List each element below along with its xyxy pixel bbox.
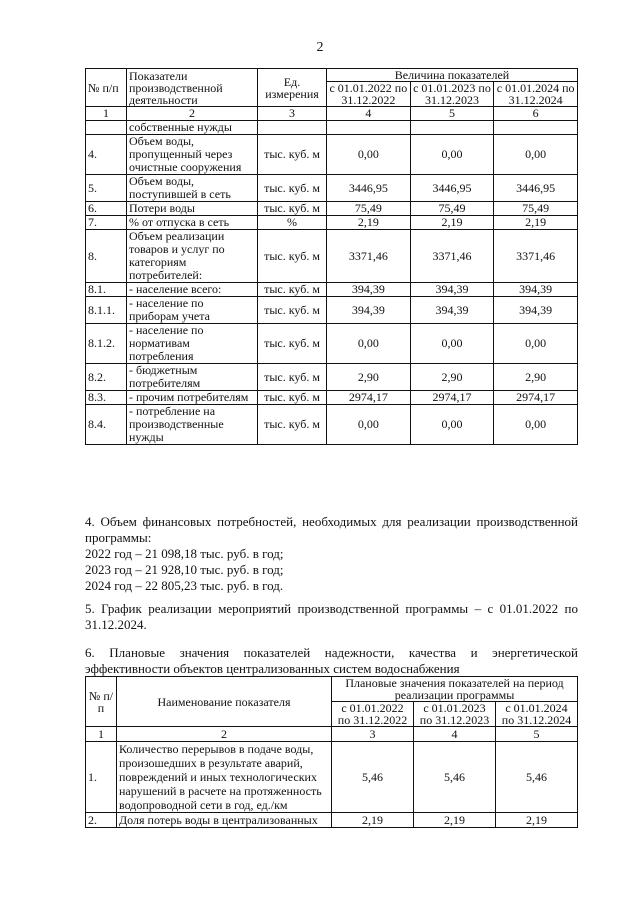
row-value: 2,19 [414,813,496,828]
row-name: - потребление на производственные нужды [127,405,258,445]
section-4-line-2022: 2022 год – 21 098,18 тыс. руб. в год; [85,546,284,561]
table-row [86,230,578,283]
table-row [86,297,578,324]
reliability-indicators-table [85,676,578,828]
row-name: - население по нормативам потребления [127,324,258,364]
header-name: Наименование показателя [117,677,332,727]
header-period-2023: с 01.01.2023 по 31.12.2023 [414,702,496,727]
table-row [86,283,578,297]
section-4-line-2023: 2023 год – 21 928,10 тыс. руб. в год; [85,562,284,577]
table-row [86,135,578,175]
col-number: 2 [127,107,258,121]
row-value: 3446,95 [327,175,411,202]
row-value: 394,39 [410,283,494,297]
row-value: 3446,95 [494,175,578,202]
header-num: № п/п [86,677,117,727]
row-value [494,121,578,135]
row-num [86,121,127,135]
col-number: 2 [117,727,332,742]
header-period-2022: с 01.01.2022 по 31.12.2022 [332,702,414,727]
table-row [86,364,578,391]
row-num: 4. [86,135,127,175]
row-value: 0,00 [410,135,494,175]
row-value: 0,00 [494,135,578,175]
row-value: 2974,17 [494,391,578,405]
table-row [86,391,578,405]
row-value: 0,00 [494,324,578,364]
row-value: 2974,17 [327,391,411,405]
row-value: 394,39 [410,297,494,324]
row-name: Потери воды [127,202,258,216]
table-row [86,202,578,216]
row-unit: тыс. куб. м [258,297,327,324]
row-value: 75,49 [410,202,494,216]
row-unit [258,121,327,135]
row-num: 8.1.2. [86,324,127,364]
section-6-text: 6. Плановые значения показателей надежности, качества и энергетической эффективности объектов централизованных систем водоснабжения [85,645,578,676]
row-value: 394,39 [494,297,578,324]
col-number: 6 [494,107,578,121]
row-name: Объем воды, поступившей в сеть [127,175,258,202]
section-6 [85,645,578,677]
row-value: 3371,46 [494,230,578,283]
row-value: 2,19 [327,216,411,230]
row-num: 2. [86,813,117,828]
header-unit: Ед. измерения [258,69,327,107]
row-unit: % [258,216,327,230]
row-num: 7. [86,216,127,230]
row-num: 1. [86,742,117,813]
row-value: 2,90 [494,364,578,391]
row-unit: тыс. куб. м [258,175,327,202]
row-unit: тыс. куб. м [258,324,327,364]
table-row [86,121,578,135]
row-value: 394,39 [327,283,411,297]
row-unit: тыс. куб. м [258,364,327,391]
col-number: 3 [332,727,414,742]
row-value: 3371,46 [327,230,411,283]
row-unit: тыс. куб. м [258,230,327,283]
col-number: 5 [496,727,578,742]
header-num: № п/п [86,69,127,107]
column-numbers-row [86,727,578,742]
row-unit: тыс. куб. м [258,135,327,175]
row-unit: тыс. куб. м [258,283,327,297]
row-value: 5,46 [414,742,496,813]
column-numbers-row [86,107,578,121]
section-4 [85,514,578,594]
table-row [86,216,578,230]
row-value: 2974,17 [410,391,494,405]
header-values-group: Величина показателей [327,69,578,82]
table-row [86,324,578,364]
row-value: 2,90 [410,364,494,391]
header-period-2024: с 01.01.2024 по 31.12.2024 [494,82,578,107]
row-name: Количество перерывов в подаче воды, произошедших в результате аварий, повреждений и иных технологических нарушений в расчете на протяженность водопроводной сети в год, ед./км [117,742,332,813]
row-value: 2,19 [410,216,494,230]
col-number: 5 [410,107,494,121]
row-num: 8.1. [86,283,127,297]
row-value: 2,19 [332,813,414,828]
table-row [86,175,578,202]
row-unit: тыс. куб. м [258,391,327,405]
page-number: 2 [316,40,324,55]
table-row [86,405,578,445]
col-number: 4 [327,107,411,121]
row-value: 3371,46 [410,230,494,283]
row-num: 6. [86,202,127,216]
row-unit: тыс. куб. м [258,202,327,216]
section-5 [85,601,578,633]
row-num: 8.4. [86,405,127,445]
row-value: 5,46 [332,742,414,813]
row-value: 2,19 [496,813,578,828]
col-number: 3 [258,107,327,121]
row-value: 0,00 [327,324,411,364]
row-value: 75,49 [327,202,411,216]
section-4-title: 4. Объем финансовых потребностей, необходимых для реализации производственной программы: [85,514,578,545]
row-value: 0,00 [327,135,411,175]
row-unit: тыс. куб. м [258,405,327,445]
production-indicators-table [85,68,578,445]
row-num: 8.2. [86,364,127,391]
col-number: 1 [86,727,117,742]
table-row [86,742,578,813]
row-name: Объем воды, пропущенный через очистные сооружения [127,135,258,175]
section-5-text: 5. График реализации мероприятий производственной программы – с 01.01.2022 по 31.12.2024. [85,601,578,632]
row-num: 8.1.1. [86,297,127,324]
row-value: 394,39 [494,283,578,297]
row-num: 8. [86,230,127,283]
row-value: 0,00 [327,405,411,445]
col-number: 4 [414,727,496,742]
row-value: 0,00 [410,405,494,445]
row-name: - прочим потребителям [127,391,258,405]
row-value [410,121,494,135]
section-4-line-2024: 2024 год – 22 805,23 тыс. руб. в год. [85,578,284,593]
row-name: Доля потерь воды в централизованных [117,813,332,828]
row-value: 394,39 [327,297,411,324]
row-value [327,121,411,135]
row-value: 0,00 [410,324,494,364]
header-period-2024: с 01.01.2024 по 31.12.2024 [496,702,578,727]
row-num: 5. [86,175,127,202]
table-row [86,813,578,828]
row-name: Объем реализации товаров и услуг по категориям потребителей: [127,230,258,283]
row-value: 0,00 [494,405,578,445]
header-indicator: Показатели производственной деятельности [127,69,258,107]
row-value: 3446,95 [410,175,494,202]
header-period-2022: с 01.01.2022 по 31.12.2022 [327,82,411,107]
row-name: - население всего: [127,283,258,297]
col-number: 1 [86,107,127,121]
row-value: 2,19 [494,216,578,230]
row-name: - бюджетным потребителям [127,364,258,391]
header-values-group: Плановые значения показателей на период реализации программы [332,677,578,702]
header-period-2023: с 01.01.2023 по 31.12.2023 [410,82,494,107]
row-num: 8.3. [86,391,127,405]
row-name: % от отпуска в сеть [127,216,258,230]
row-value: 5,46 [496,742,578,813]
row-value: 2,90 [327,364,411,391]
row-value: 75,49 [494,202,578,216]
row-name: - население по приборам учета [127,297,258,324]
row-name: собственные нужды [127,121,258,135]
